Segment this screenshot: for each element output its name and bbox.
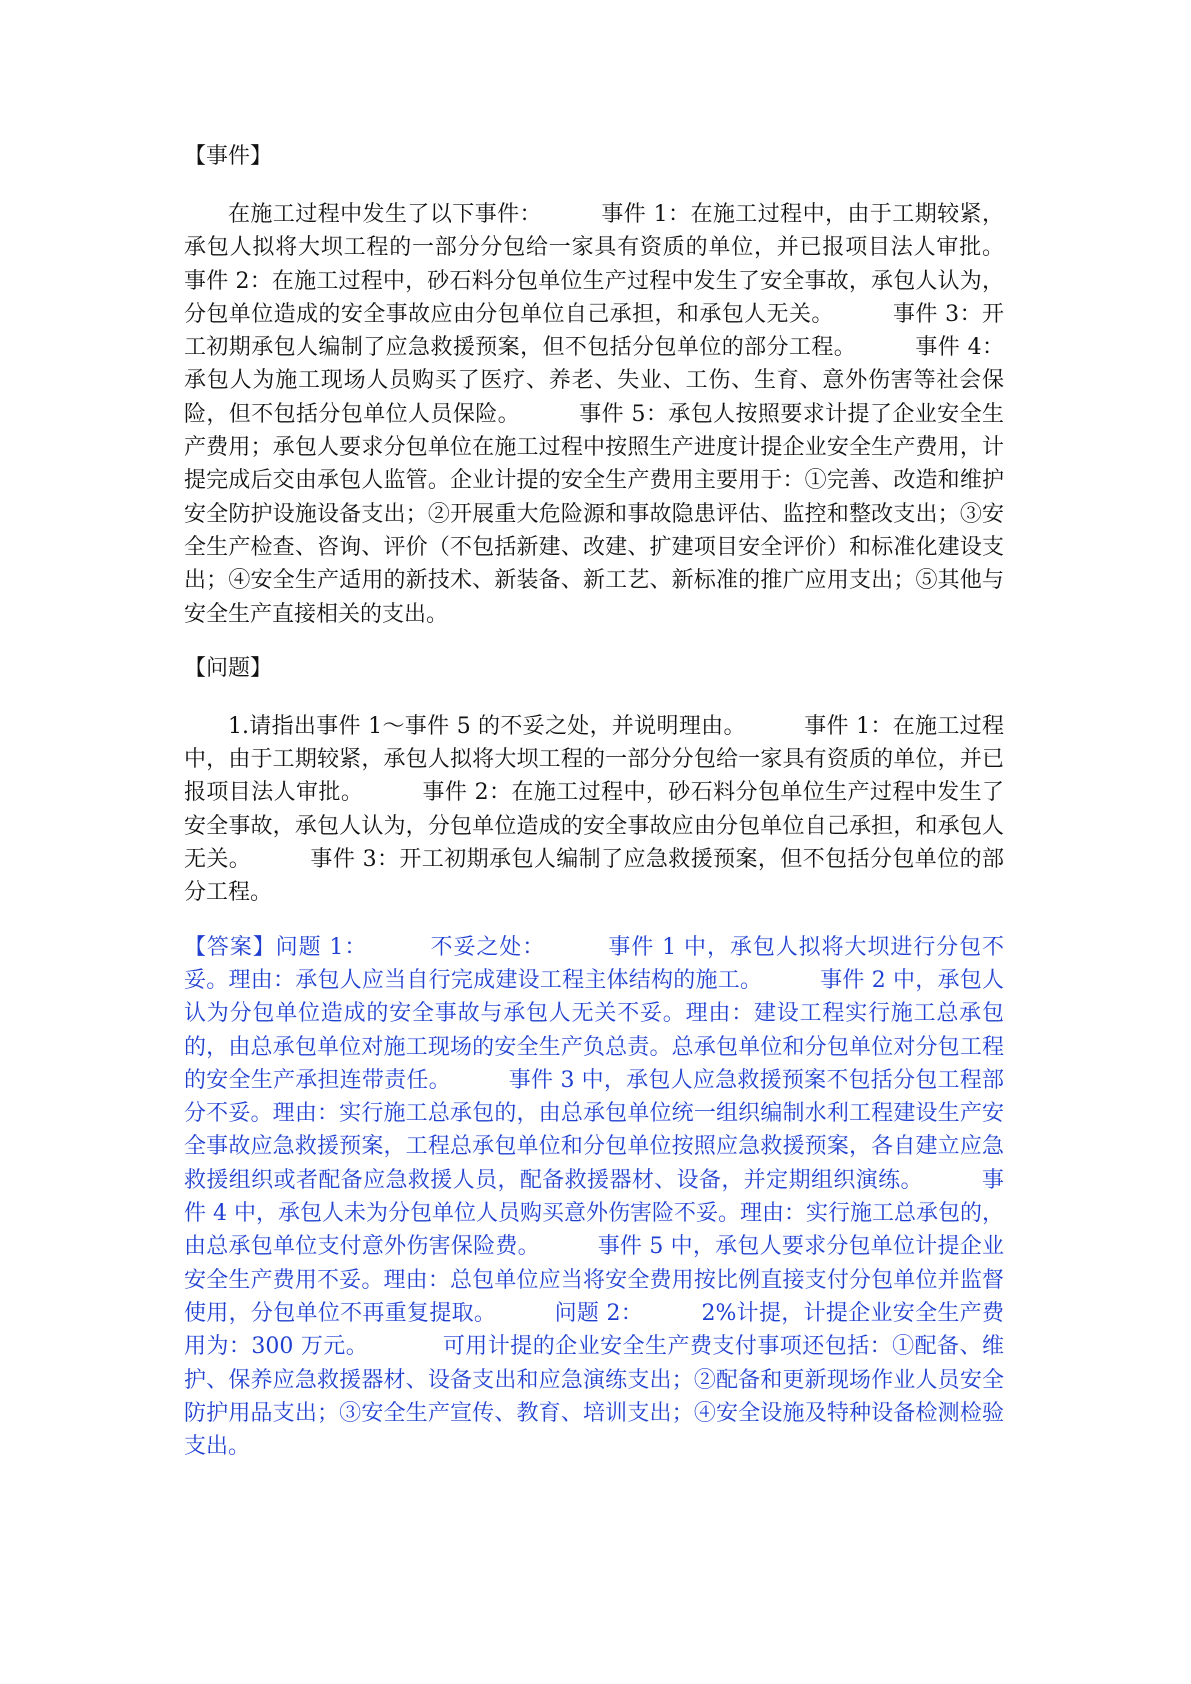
answer-paragraph: 【答案】问题 1： 不妥之处： 事件 1 中，承包人拟将大坝进行分包不妥。理由：承包人应当自行完成建设工程主体结构的施工。 事件 2 中，承包人认为分包单位造成的安全事故与承包人无关不妥。理由：建设工程实行施工总承包的，由总承包单位对施工现场的安全生产负总责。总承包单位和分包单位对分包工程的安全生产承担连带责任。 事件 3 中，承包人应急救援预案不包括分包工程部分不妥。理由：实行施工总承包的，由总承包单位统一组织编制水利工程建设生产安全事故应急救援预案，工程总承包单位和分包单位按照应急救援预案，各自建立应急救援组织或者配备应急救援人员，配备救援器材、设备，并定期组织演练。 事件 4 中，承包人未为分包单位人员购买意外伤害险不妥。理由：实行施工总承包的，由总承包单位支付意外伤害保险费。 事件 5 中，承包人要求分包单位计提企业安全生产费用不妥。理由：总包单位应当将安全费用按比例直接支付分包单位并监督使用，分包单位不再重复提取。 问题 2： 2%计提，计提企业安全生产费用为：300 万元。 可用计提的企业安全生产费支付事项还包括：①配备、维护、保养应急救援器材、设备支出和应急演练支出；②配备和更新现场作业人员安全防护用品支出；③安全生产宣传、教育、培训支出；④安全设施及特种设备检测检验支出。	[184, 934, 1004, 1460]
question-paragraph: 1.请指出事件 1～事件 5 的不妥之处，并说明理由。 事件 1：在施工过程中，由于工期较紧，承包人拟将大坝工程的一部分分包给一家具有资质的单位，并已报项目法人审批。 事件 2：在施工过程中，砂石料分包单位生产过程中发生了安全事故，承包人认为，分包单位造成的安全事故应由分包单位自己承担，和承包人无关。 事件 3：开工初期承包人编制了应急救援预案，但不包括分包单位的部分工程。	[184, 713, 1004, 906]
document-body	[184, 140, 1060, 1463]
event-paragraph: 在施工过程中发生了以下事件： 事件 1：在施工过程中，由于工期较紧，承包人拟将大坝工程的一部分分包给一家具有资质的单位，并已报项目法人审批。 事件 2：在施工过程中，砂石料分包单位生产过程中发生了安全事故，承包人认为，分包单位造成的安全事故应由分包单位自己承担，和承包人无关。 事件 3：开工初期承包人编制了应急救援预案，但不包括分包单位的部分工程。 事件 4：承包人为施工现场人员购买了医疗、养老、失业、工伤、生育、意外伤害等社会保险，但不包括分包单位人员保险。 事件 5：承包人按照要求计提了企业安全生产费用；承包人要求分包单位在施工过程中按照生产进度计提企业安全生产费用，计提完成后交由承包人监管。企业计提的安全生产费用主要用于：①完善、改造和维护安全防护设施设备支出；②开展重大危险源和事故隐患评估、监控和整改支出；③安全生产检查、咨询、评价（不包括新建、改建、扩建项目安全评价）和标准化建设支出；④安全生产适用的新技术、新装备、新工艺、新标准的推广应用支出；⑤其他与安全生产直接相关的支出。	[184, 202, 1060, 627]
event-heading: 【事件】	[184, 144, 273, 169]
question-heading: 【问题】	[184, 655, 273, 681]
